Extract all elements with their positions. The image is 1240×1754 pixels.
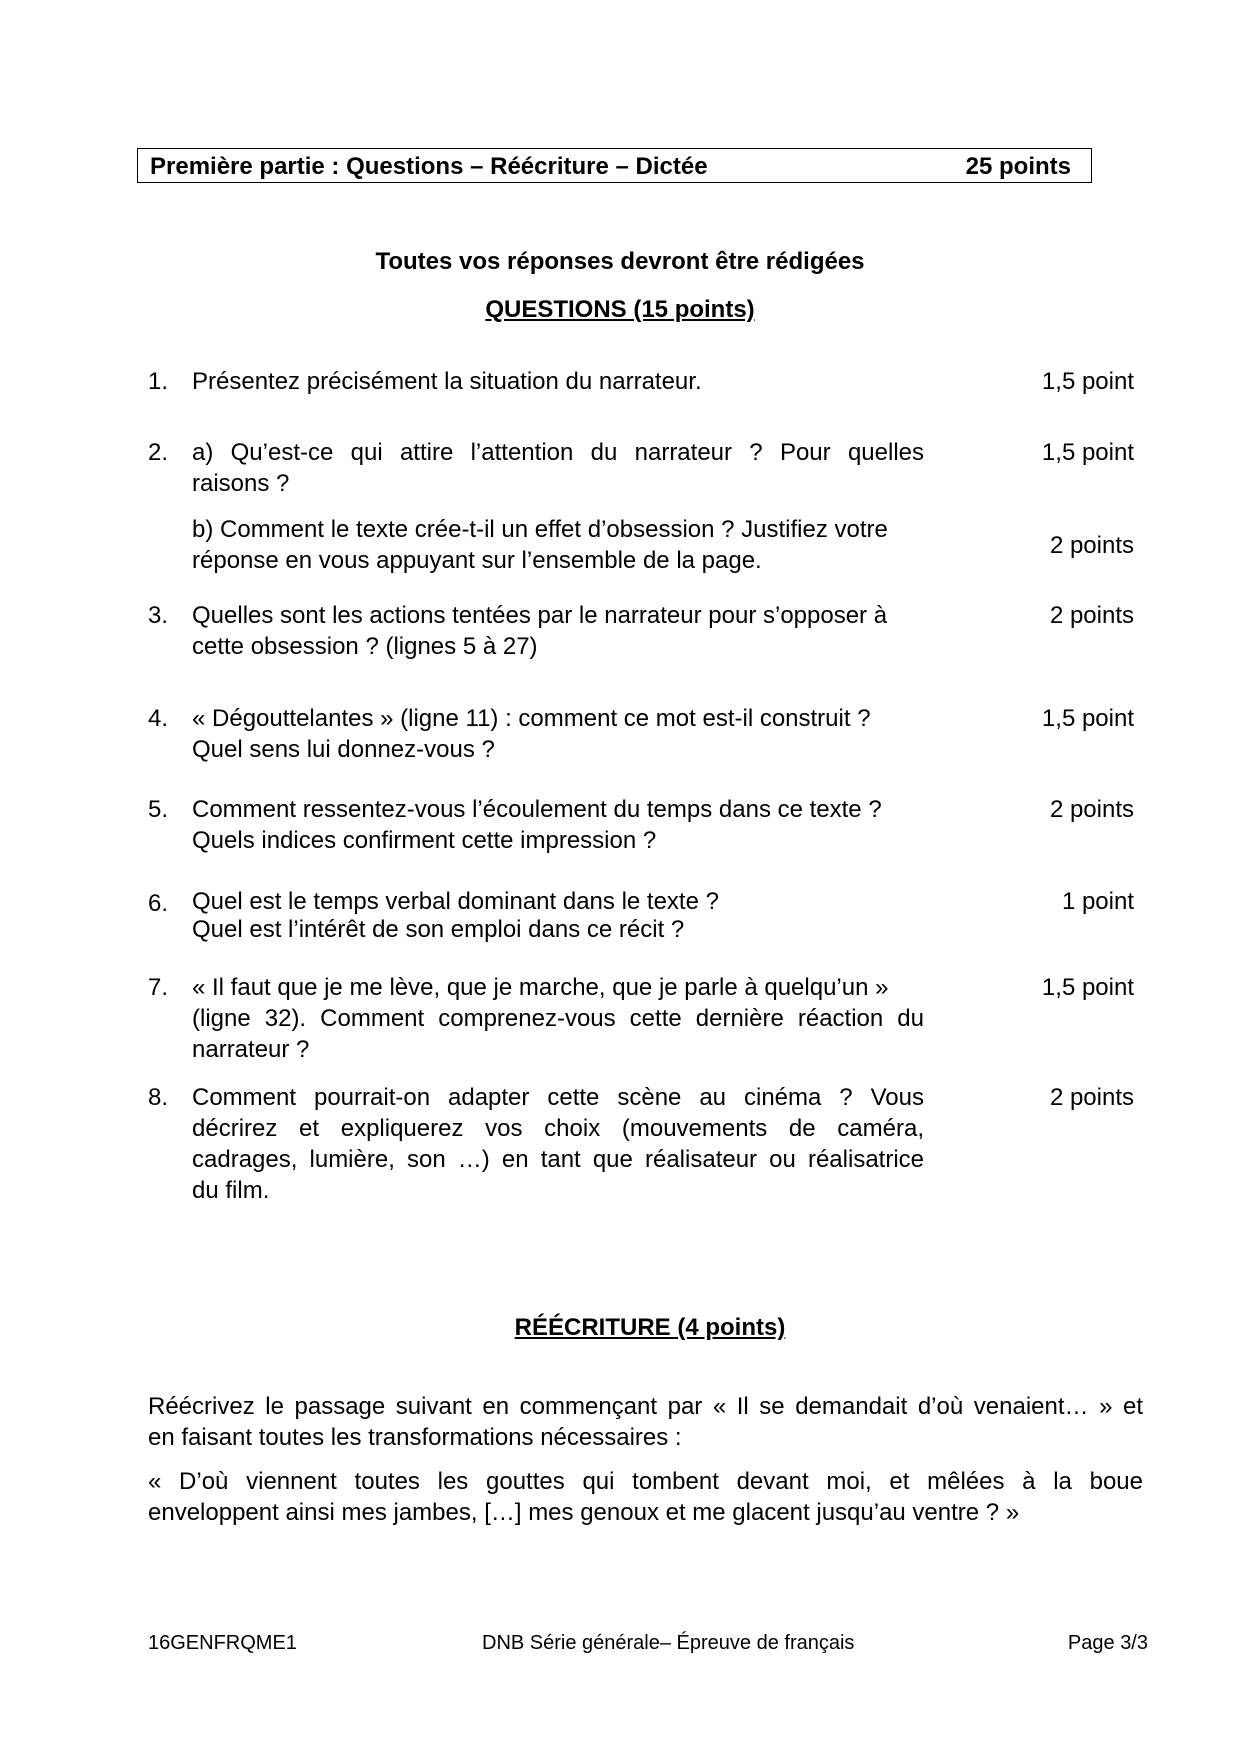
section-title: Première partie : Questions – Réécriture – Dictée xyxy=(150,153,708,180)
question-line: « Il faut que je me lève, que je marche, que je parle à quelqu’un » xyxy=(192,974,889,1001)
rewriting-passage-line: « D’où viennent toutes les gouttes qui tombent devant moi, et mêlées à la boue xyxy=(148,1468,1143,1495)
question-line: (ligne 32). Comment comprenez-vous cette dernière réaction du xyxy=(192,1005,924,1032)
questions-heading-wrap xyxy=(0,296,1240,324)
question-text xyxy=(192,794,924,856)
question-line: b) Comment le texte crée-t-il un effet d’obsession ? Justifiez votre xyxy=(192,516,888,543)
question-points: 1,5 point xyxy=(1041,974,1134,1001)
footer-exam: DNB Série générale– Épreuve de français xyxy=(482,1632,855,1654)
question-number: 8. xyxy=(148,1084,169,1111)
question-line: cadrages, lumière, son …) en tant que réalisateur ou réalisatrice xyxy=(192,1146,924,1173)
rewriting-instruction-line: en faisant toutes les transformations nécessaires : xyxy=(148,1424,682,1451)
question-text xyxy=(192,600,924,662)
footer-page-number: Page 3/3 xyxy=(1067,1632,1148,1654)
rewriting-instruction-line: Réécrivez le passage suivant en commençant par « Il se demandait d’où venaient… » et xyxy=(148,1393,1143,1420)
question-points: 2 points xyxy=(1049,602,1134,629)
question-line: Comment pourrait-on adapter cette scène au cinéma ? Vous xyxy=(192,1084,924,1111)
questions-heading: QUESTIONS (15 points) xyxy=(485,296,755,323)
question-line: Quel est l’intérêt de son emploi dans ce récit ? xyxy=(192,916,685,943)
question-text xyxy=(192,366,924,397)
rewriting-instruction xyxy=(148,1391,1143,1453)
question-line: Comment ressentez-vous l’écoulement du temps dans ce texte ? xyxy=(192,796,882,823)
question-line: Quel sens lui donnez-vous ? xyxy=(192,736,495,763)
question-text xyxy=(192,437,924,499)
question-points: 1 point xyxy=(1061,888,1134,915)
question-number: 5. xyxy=(148,796,169,823)
instruction-line: Toutes vos réponses devront être rédigées xyxy=(375,248,865,275)
question-points: 2 points xyxy=(1049,532,1134,559)
question-number: 1. xyxy=(148,368,169,395)
question-line: Quels indices confirment cette impression ? xyxy=(192,827,657,854)
question-points: 2 points xyxy=(1049,796,1134,823)
rewriting-heading-wrap xyxy=(30,1314,1240,1342)
section-header-box xyxy=(137,148,1092,183)
question-number: 6. xyxy=(148,890,169,917)
question-points: 1,5 point xyxy=(1041,439,1134,466)
question-line: cette obsession ? (lignes 5 à 27) xyxy=(192,633,538,660)
question-text xyxy=(192,888,924,944)
rewriting-passage-line: enveloppent ainsi mes jambes, […] mes genoux et me glacent jusqu’au ventre ? » xyxy=(148,1499,1020,1526)
question-text xyxy=(192,972,924,1065)
question-line: Présentez précisément la situation du narrateur. xyxy=(192,368,702,395)
question-points: 1,5 point xyxy=(1041,368,1134,395)
rewriting-heading: RÉÉCRITURE (4 points) xyxy=(514,1314,786,1341)
question-number: 2. xyxy=(148,439,169,466)
question-text xyxy=(192,514,924,576)
question-line: narrateur ? xyxy=(192,1036,310,1063)
question-line: du film. xyxy=(192,1177,270,1204)
question-line: réponse en vous appuyant sur l’ensemble de la page. xyxy=(192,547,762,574)
question-number: 7. xyxy=(148,974,169,1001)
question-line: a) Qu’est-ce qui attire l’attention du narrateur ? Pour quelles xyxy=(192,439,924,466)
question-line: décrirez et expliquerez vos choix (mouvements de caméra, xyxy=(192,1115,924,1142)
question-points: 1,5 point xyxy=(1041,705,1134,732)
question-text xyxy=(192,1082,924,1206)
question-line: Quel est le temps verbal dominant dans le texte ? xyxy=(192,888,719,915)
question-points: 2 points xyxy=(1049,1084,1134,1111)
question-number: 3. xyxy=(148,602,169,629)
question-text xyxy=(192,703,924,765)
question-line: « Dégouttelantes » (ligne 11) : comment ce mot est-il construit ? xyxy=(192,705,871,732)
section-points: 25 points xyxy=(965,153,1071,180)
question-number: 4. xyxy=(148,705,169,732)
footer-code: 16GENFRQME1 xyxy=(148,1632,297,1654)
question-line: Quelles sont les actions tentées par le narrateur pour s’opposer à xyxy=(192,602,888,629)
question-line: raisons ? xyxy=(192,470,290,497)
rewriting-passage xyxy=(148,1466,1143,1528)
